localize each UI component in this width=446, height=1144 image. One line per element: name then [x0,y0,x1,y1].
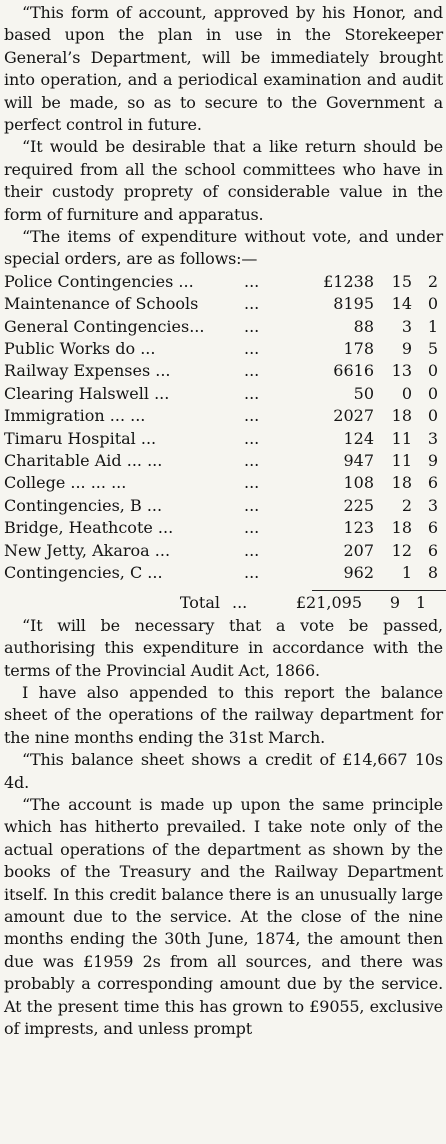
ledger-row [4,293,443,315]
ledger-pence: 9 [427,451,438,470]
ledger-item-label: College ... ... ... [4,473,127,493]
ledger-leader-dots: ... [244,451,260,470]
paragraph-form-of-account: “This form of account, approved by his Honor, and based upon the plan in use in the Storekeeper General’s Department, will be immediately brought into operation, and a periodical examination and audit will be made, so as to secure to the Government a perfect control in future. [4,3,443,135]
ledger-row [4,316,443,338]
ledger-leader-dots: ... [244,473,260,493]
ledger-shillings: 3 [401,316,412,336]
ledger-pounds: £1238 [323,271,374,291]
ledger-pounds: 123 [343,518,374,538]
ledger-pounds: 225 [343,495,374,515]
ledger-pounds: 178 [343,339,374,359]
ledger-total-pence: 1 [415,593,426,613]
ledger-shillings: 0 [401,383,412,403]
ledger-shillings: 14 [391,294,412,314]
ledger-pounds: 50 [353,383,374,403]
ledger-item-label: Public Works do ... [4,339,156,359]
ledger-pence: 8 [427,562,438,582]
ledger-leader-dots: ... [244,406,260,426]
ledger-pence: 5 [427,339,438,359]
ledger-row [4,271,443,293]
ledger-total-row [4,592,443,614]
ledger-shillings: 13 [391,361,412,381]
ledger-pence: 6 [427,518,438,538]
ledger-pence: 0 [427,406,438,426]
ledger-item-label: Bridge, Heathcote ... [4,518,174,538]
ledger-leader-dots: ... [244,361,260,381]
ledger-leader-dots: ... [244,383,260,403]
ledger-row [4,495,443,517]
ledger-pence: 6 [427,473,438,493]
ledger-total-dots: ... [232,593,248,613]
newspaper-column [0,2,446,1144]
ledger-item-label: Contingencies, C ... [4,562,163,582]
ledger-shillings: 9 [401,339,412,359]
ledger-total-label: Total [179,593,220,613]
ledger-pounds: 8195 [333,294,374,314]
ledger-item-label: Maintenance of Schools [4,294,199,314]
ledger-item-label: Clearing Halswell ... [4,383,170,403]
paragraph-items-intro: “The items of expenditure without vote, and under special orders, are as follows:— [4,227,443,269]
ledger-leader-dots: ... [244,271,260,291]
ledger-total-pounds: £21,095 [295,593,362,613]
ledger-item-label: Immigration ... ... [4,406,146,426]
ledger-row [4,405,443,427]
ledger-pence: 0 [427,383,438,403]
ledger-row [4,383,443,405]
ledger-shillings: 18 [391,518,412,538]
ledger-pounds: 6616 [333,361,374,381]
ledger-shillings: 2 [401,495,412,515]
ledger-pounds: 2027 [333,406,374,426]
ledger-pounds: 88 [353,316,374,336]
ledger-pence: 6 [427,540,438,560]
ledger-leader-dots: ... [244,562,260,582]
ledger-pence: 0 [427,294,438,314]
ledger-pence: 3 [427,495,438,515]
expenditure-ledger [4,271,443,615]
ledger-pounds: 207 [343,540,374,560]
ledger-item-label: Charitable Aid ... ... [4,451,163,470]
ledger-row [4,562,443,584]
paragraph-balance-sheet: I have also appended to this report the balance sheet of the operations of the railway department for the nine months ending the 31st March. [4,682,443,747]
ledger-row [4,360,443,382]
ledger-shillings: 12 [391,540,412,560]
ledger-leader-dots: ... [244,495,260,515]
ledger-leader-dots: ... [244,339,260,359]
ledger-shillings: 15 [391,271,412,291]
ledger-shillings: 11 [391,451,412,470]
ledger-pence: 1 [427,316,438,336]
ledger-total-shillings: 9 [389,593,400,613]
ledger-pounds: 124 [343,428,374,448]
ledger-item-label: General Contingencies... [4,316,205,336]
ledger-shillings: 11 [391,428,412,448]
ledger-pence: 0 [427,361,438,381]
ledger-pounds: 947 [343,451,374,470]
total-rule [312,590,446,591]
ledger-leader-dots: ... [244,294,260,314]
ledger-row [4,428,443,450]
ledger-item-label: Police Contingencies ... [4,271,194,291]
ledger-item-label: New Jetty, Akaroa ... [4,540,171,560]
paragraph-school-committees: “It would be desirable that a like return should be required from all the school committees who have in their custody proprety of considerable value in the form of furniture and apparatus. [4,137,443,224]
ledger-row [4,450,443,472]
ledger-pounds: 962 [343,562,374,582]
ledger-row [4,517,443,539]
ledger-leader-dots: ... [244,316,260,336]
ledger-shillings: 18 [391,406,412,426]
ledger-pounds: 108 [343,473,374,493]
ledger-row [4,540,443,562]
ledger-item-label: Contingencies, B ... [4,495,163,515]
ledger-shillings: 18 [391,473,412,493]
ledger-pence: 2 [427,271,438,291]
paragraph-account-principle: “The account is made up upon the same principle which has hitherto prevailed. I take note only of the actual operations of the department as shown by the books of the Treasury and the Railway Department itself. In this credit balance there is an unusually large amount due to the service. At the close of the nine months ending the 30th June, 1874, the amount then due was £1959 2s from all sources, and there was probably a corresponding amount due by the service. At the present time this has grown to £9055, exclusive of imprests, and unless prompt [4,794,443,1039]
ledger-leader-dots: ... [244,428,260,448]
ledger-item-label: Railway Expenses ... [4,361,171,381]
paragraph-vote-needed: “It will be necessary that a vote be passed, authorising this expenditure in accordance with the terms of the Provincial Audit Act, 1866. [4,615,443,680]
paragraph-credit: “This balance sheet shows a credit of £14,667 10s 4d. [4,750,443,792]
ledger-row [4,472,443,494]
ledger-leader-dots: ... [244,540,260,560]
ledger-shillings: 1 [401,562,412,582]
ledger-item-label: Timaru Hospital ... [4,428,157,448]
ledger-leader-dots: ... [244,518,260,538]
ledger-pence: 3 [427,428,438,448]
ledger-row [4,338,443,360]
